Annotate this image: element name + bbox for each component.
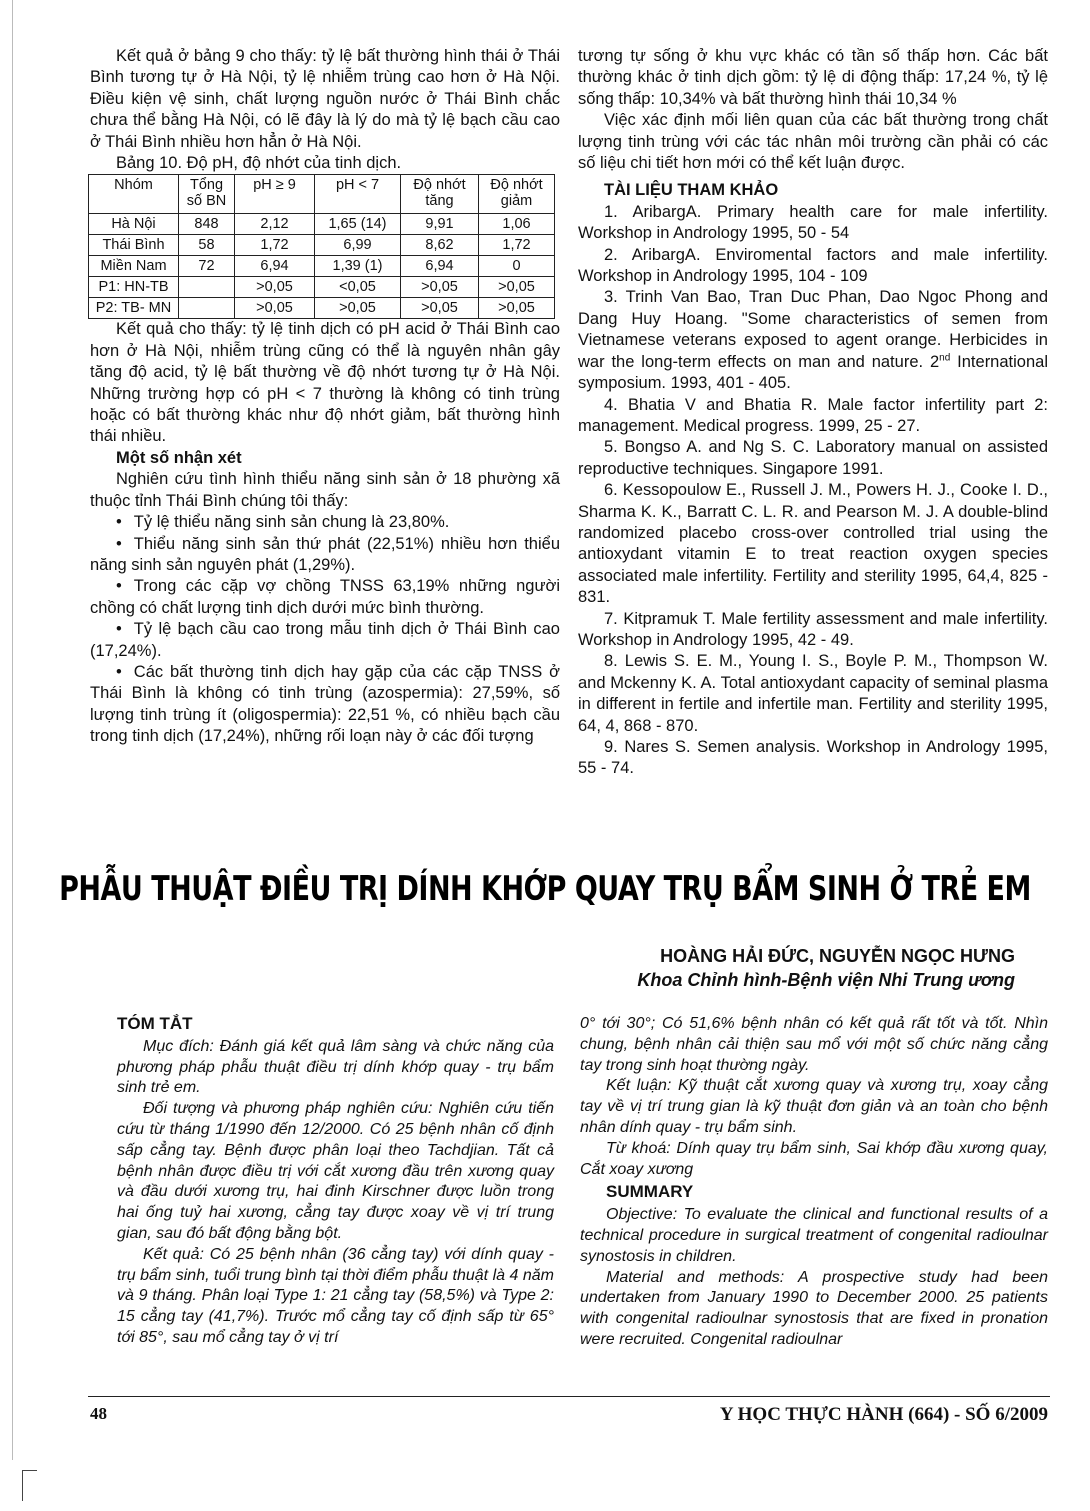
table-cell — [179, 298, 235, 319]
abstract-right-column — [580, 1014, 1048, 1351]
paragraph: Kết quả ở bảng 9 cho thấy: tỷ lệ bất thường hình thái ở Thái Bình tương tự ở Hà Nội, tỷ lệ nhiễm trùng cao hơn ở Hà Nội. Điều kiện vệ sinh, chất lượng nguồn nước ở Thái Bình chắc chưa thể bằng Hà Nội, có lẽ đây là lý do mà tỷ lệ bạch cầu cao ở Thái Bình nhiều hơn hẳn ở Hà Nội. — [90, 47, 560, 151]
author-affiliation: Khoa Chỉnh hình-Bệnh viện Nhi Trung ương — [637, 970, 1015, 990]
table-cell: Miền Nam — [89, 256, 179, 277]
table-cell: 6,94 — [401, 256, 479, 277]
table-cell: 1,72 — [479, 235, 555, 256]
table-cell: 8,62 — [401, 235, 479, 256]
list-item: • Trong các cặp vợ chồng TNSS 63,19% những người chồng có chất lượng tinh dịch dưới mức bình thường. — [90, 576, 560, 619]
author-block — [637, 944, 1015, 992]
reference-ordinal: 2 — [929, 352, 940, 371]
table-cell: 1,65 (14) — [315, 214, 401, 235]
list-item: • Thiểu năng sinh sản thứ phát (22,51%) nhiều hơn thiểu năng sinh sản nguyên phát (1,29%). — [90, 534, 560, 577]
table-header-cell: Nhóm — [89, 175, 179, 214]
list-item: • Tỷ lệ bạch cầu cao trong mẫu tinh dịch ở Thái Bình cao (17,24%). — [90, 619, 560, 662]
section-heading: Một số nhận xét — [116, 448, 242, 467]
footer-rule — [88, 1396, 1050, 1397]
abstract-paragraph: Mục đích: Đánh giá kết quả lâm sàng và chức năng của phương pháp phẫu thuật điều trị dính khớp quay - trụ bẩm sinh trẻ em. — [117, 1037, 554, 1097]
table-cell: 1,72 — [235, 235, 315, 256]
table-cell: 58 — [179, 235, 235, 256]
table-cell: 0 — [479, 256, 555, 277]
table-header-cell: Độ nhớt giảm — [479, 175, 555, 214]
right-column — [578, 46, 1048, 780]
abstract-heading: TÓM TẮT — [117, 1014, 193, 1033]
table-cell: >0,05 — [401, 277, 479, 298]
summary-paragraph: Objective: To evaluate the clinical and functional results of a technical procedure in surgical treatment of congenital radioulnar synostosis in children. — [580, 1206, 1048, 1265]
table-cell: >0,05 — [315, 298, 401, 319]
table-cell: 72 — [179, 256, 235, 277]
abstract-paragraph: Kết luận: Kỹ thuật cắt xương quay và xương trụ, xoay cẳng tay về vị trí trung gian là kỹ thuật đơn giản và an toàn cho bệnh nhân dính quay - trụ bẩm sinh. — [580, 1077, 1048, 1136]
table-row — [89, 298, 555, 319]
table-header-cell: Độ nhớt tăng — [401, 175, 479, 214]
left-column — [90, 46, 560, 748]
summary-heading: SUMMARY — [606, 1182, 694, 1202]
list-item: • Các bất thường tinh dịch hay gặp của các cặp TNSS ở Thái Bình là không có tinh trùng (azospermia): 27,59%, số lượng tinh trùng ít (oligospermia): 22,51 %, có nhiều bạch cầu trong tinh dịch (17,24%), những rối loạn này ở các đối tượng — [90, 662, 560, 748]
table-row — [89, 235, 555, 256]
table-cell: Thái Bình — [89, 235, 179, 256]
reference-item: 8. Lewis S. E. M., Young I. S., Boyle P. M., Thompson W. and Mckenny K. A. Total antioxydant capacity of seminal plasma in different in fertile and infertile man. Fertility and sterility 1995, 64, 4, 868 - 870. — [578, 652, 1048, 735]
table-header-row — [89, 175, 555, 214]
abstract-paragraph: Đối tượng và phương pháp nghiên cứu: Nghiên cứu tiến cứu từ tháng 1/1990 đến 12/2000. Có 25 bệnh nhân cố định sấp cẳng tay. Bệnh được phân loại theo Tachdjian. Tất cả bệnh nhân được điều trị với cắt xương đầu trên xương quay và đầu dưới xương trụ, hai đinh Kirschner được luồn trong hai ống tuỷ hai xương, cẳng tay được xoay về vị trí trung gian, sau đó bất động bằng bột. — [117, 1100, 554, 1242]
table-cell: P2: TB- MN — [89, 298, 179, 319]
table-cell: >0,05 — [235, 277, 315, 298]
table-row — [89, 214, 555, 235]
reference-text: 3. Trinh Van Bao, Tran Duc Phan, Dao Ngoc Phong and Dang Huy Hoang. "Some characteristics of semen from Vietnamese veterans exposed to agent orange. Herbicides in war the long-term effects on man and nature. — [578, 288, 1048, 371]
reference-item: 5. Bongso A. and Ng S. C. Laboratory manual on assisted reproductive techniques. Singapore 1991. — [578, 438, 1048, 478]
table-cell: 2,12 — [235, 214, 315, 235]
table-cell: 1,06 — [479, 214, 555, 235]
scan-margin-line — [12, 0, 13, 1460]
table-header-cell: pH ≥ 9 — [235, 175, 315, 214]
table-cell: 9,91 — [401, 214, 479, 235]
abstract-paragraph: Từ khoá: Dính quay trụ bẩm sinh, Sai khớp đầu xương quay, Cắt xoay xương — [580, 1139, 1048, 1178]
page-number: 48 — [90, 1404, 107, 1423]
list-item: • Tỷ lệ thiểu năng sinh sản chung là 23,80%. — [90, 512, 560, 533]
abstract-paragraph: Kết quả: Có 25 bệnh nhân (36 cẳng tay) với dính quay - trụ bẩm sinh, tuổi trung bình tại thời điểm phẫu thuật là 4 năm và 9 tháng. Phân loại Type 1: 21 cẳng tay (58,5%) và Type 2: 15 cẳng tay (41,7%). Trước mổ cẳng tay cố định sấp từ 65° tới 85°, sau mổ cẳng tay ở vị trí — [117, 1245, 554, 1346]
references-heading: TÀI LIỆU THAM KHẢO — [604, 181, 779, 200]
table-caption: Bảng 10. Độ pH, độ nhớt của tinh dịch. — [116, 154, 402, 173]
table-header-cell: Tổng số BN — [179, 175, 235, 214]
table-cell: >0,05 — [401, 298, 479, 319]
table-cell — [179, 277, 235, 298]
table-cell: Hà Nội — [89, 214, 179, 235]
table-cell: >0,05 — [235, 298, 315, 319]
table-cell: >0,05 — [479, 277, 555, 298]
paragraph: tương tự sống ở khu vực khác có tần số thấp hơn. Các bất thường khác ở tinh dịch gồm: tỷ lệ di động thấp: 17,24 %, tỷ lệ sống thấp: 10,34% và bất thường hình thái 10,34 % — [578, 47, 1048, 108]
reference-item: 2. AribargA. Enviromental factors and male infertility. Workshop in Andrology 1995, 104 - 109 — [578, 245, 1048, 286]
reference-item: 7. Kitpramuk T. Male fertility assessment and male infertility. Workshop in Andrology 1995, 42 - 49. — [578, 609, 1048, 649]
table-row — [89, 277, 555, 298]
article-title: PHẪU THUẬT ĐIỀU TRỊ DÍNH KHỚP QUAY TRỤ BẨM SINH Ở TRẺ EM — [59, 870, 1031, 909]
remarks-list — [90, 512, 560, 747]
table-header-cell: pH < 7 — [315, 175, 401, 214]
author-names: HOÀNG HẢI ĐỨC, NGUYỄN NGỌC HƯNG — [660, 946, 1015, 966]
table-cell: 6,99 — [315, 235, 401, 256]
table-cell: 848 — [179, 214, 235, 235]
scan-corner-mark — [22, 1470, 37, 1501]
data-table — [88, 174, 555, 319]
table-cell: P1: HN-TB — [89, 277, 179, 298]
reference-item — [578, 287, 1048, 394]
table-cell: 1,39 (1) — [315, 256, 401, 277]
abstract-paragraph: 0° tới 30°; Có 51,6% bệnh nhân có kết quả rất tốt và tốt. Nhìn chung, bệnh nhân cải thiện sau mổ với một số chức năng cẳng tay trong sinh hoạt thường ngày. — [580, 1015, 1048, 1074]
summary-paragraph: Material and methods: A prospective study had been undertaken from January 1990 to December 2000. 25 patients with congenital radioulnar synostosis that are fixed in pronation were recruited. Congenital radioulnar — [580, 1268, 1048, 1348]
table-cell: >0,05 — [479, 298, 555, 319]
journal-name: Y HỌC THỰC HÀNH (664) - SỐ 6/2009 — [719, 1404, 1048, 1425]
paragraph: Việc xác định mối liên quan của các bất thường trong chất lượng tinh trùng với các tác nhân môi trường cần phải có các số liệu chi tiết hơn mới có thể kết luận được. — [578, 111, 1048, 173]
ordinal-suffix: nd — [939, 352, 951, 364]
paragraph: Kết quả cho thấy: tỷ lệ tinh dịch có pH acid ở Thái Bình cao hơn ở Hà Nội, nhiễm trùng cũng có thể là nguyên nhân gây tăng độ acid, tỷ lệ bất thường về độ nhớt tương tự ở Hà Nội. Những trường hợp có pH < 7 thường là không có tinh trùng hoặc có bất thường khác như độ nhớt giảm, bất thường hình thái nhiều. — [90, 320, 560, 446]
table-cell: 6,94 — [235, 256, 315, 277]
reference-text: International symposium. 1993, 401 - 405. — [578, 352, 1048, 393]
abstract-vi-column — [117, 1014, 554, 1349]
table-row — [89, 256, 555, 277]
paragraph: Nghiên cứu tình hình thiểu năng sinh sản ở 18 phường xã thuộc tỉnh Thái Bình chúng tôi thấy: — [90, 470, 560, 510]
reference-item: 4. Bhatia V and Bhatia R. Male factor infertility part 2: management. Medical progress. 1999, 25 - 27. — [578, 395, 1048, 435]
reference-item: 1. AribargA. Primary health care for male infertility. Workshop in Andrology 1995, 50 - 54 — [578, 202, 1048, 243]
reference-item: 9. Nares S. Semen analysis. Workshop in Andrology 1995, 55 - 74. — [578, 738, 1048, 778]
reference-item: 6. Kessopoulow E., Russell J. M., Powers H. J., Cooke I. D., Sharma K. K., Barratt C. L. R. and Pearson M. J. A double-blind randomized placebo cross-over controlled trial using the antioxydant vitamin E to treat reaction oxygen species associated male infertility. Fertility and sterility 1995, 64,4, 825 - 831. — [578, 481, 1048, 607]
table-cell: <0,05 — [315, 277, 401, 298]
